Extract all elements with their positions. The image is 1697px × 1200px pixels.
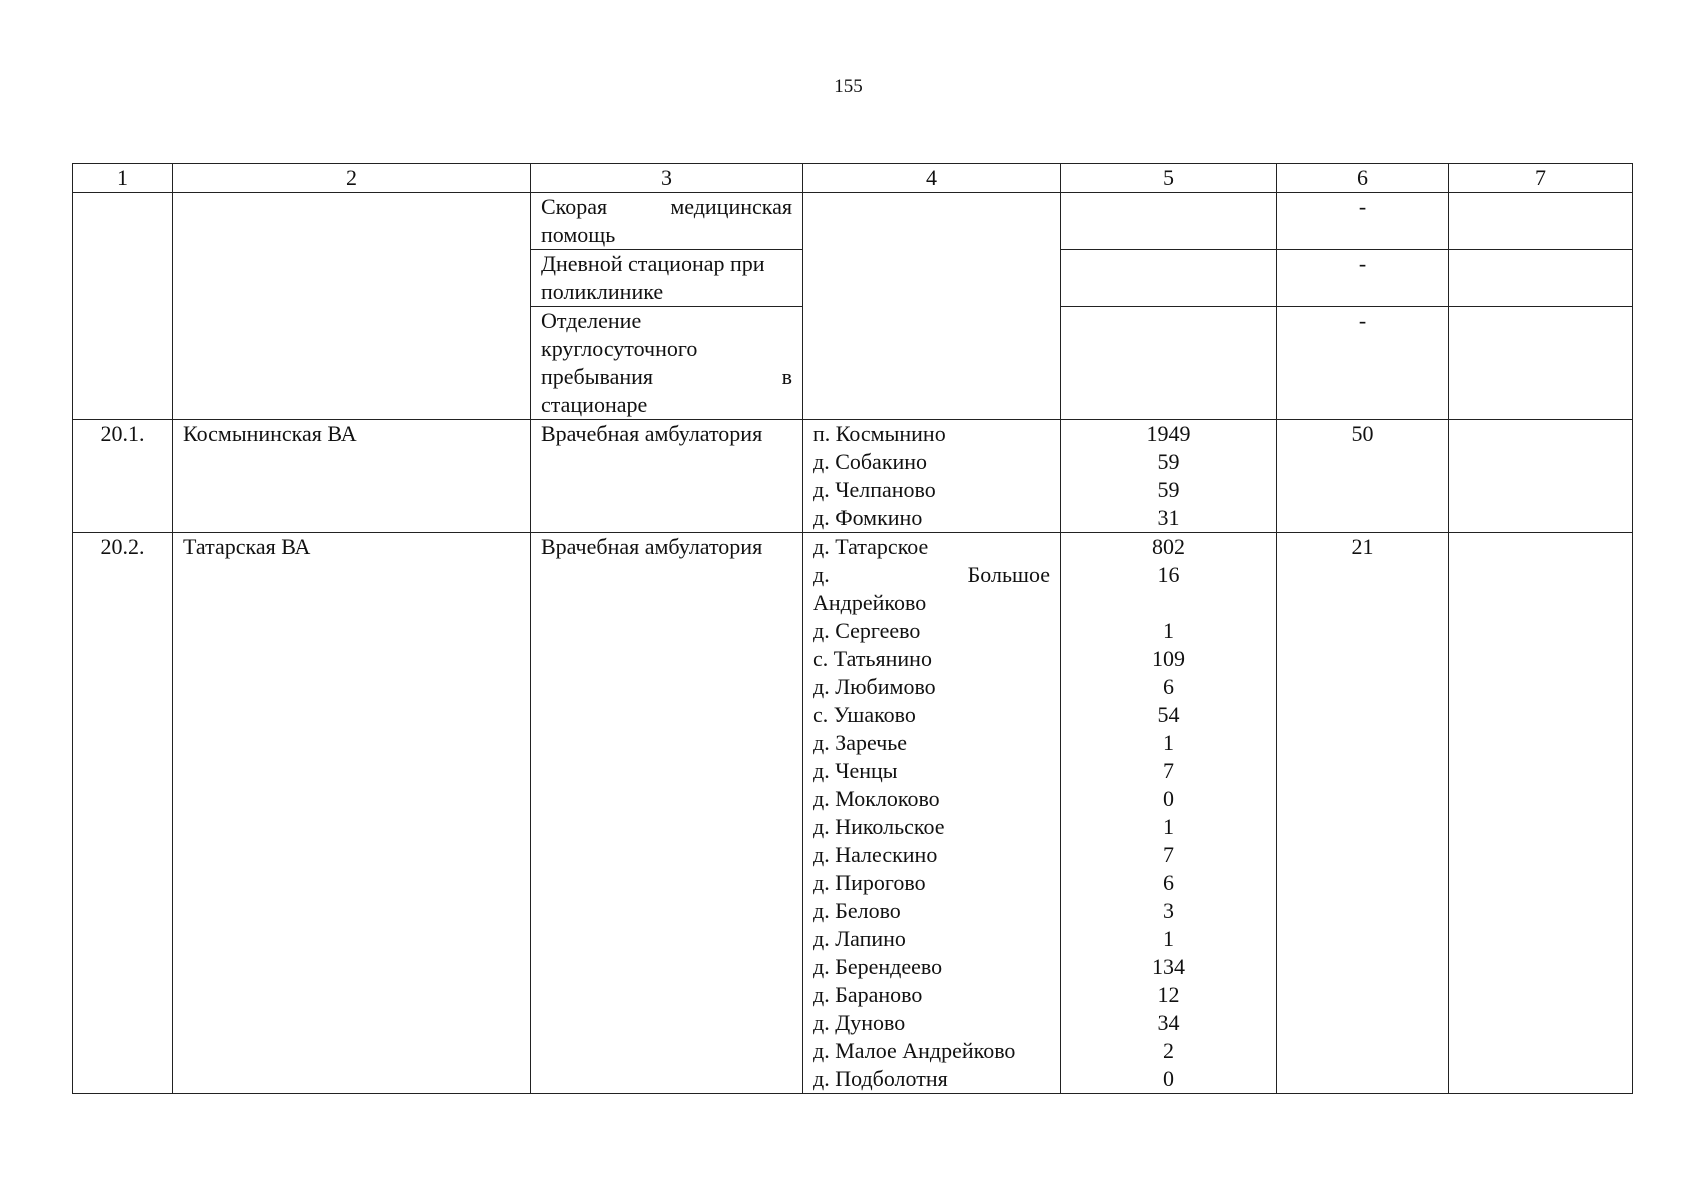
service-line: поликлинике	[541, 279, 664, 304]
service-line: стационаре	[541, 392, 648, 417]
place-name: д. Подболотня	[813, 1066, 948, 1091]
population-value: 6	[1163, 674, 1174, 699]
place-name: д. Собакино	[813, 449, 928, 474]
service-word: Скорая	[541, 194, 608, 219]
population-value: 59	[1157, 477, 1180, 502]
population-value: 59	[1157, 449, 1180, 474]
empty-cell	[173, 193, 531, 420]
place-name: п. Космынино	[813, 421, 946, 446]
population-value: 54	[1157, 702, 1180, 727]
column-header: 4	[803, 164, 1061, 193]
entry-row	[73, 533, 1633, 1094]
column-header: 7	[1449, 164, 1633, 193]
empty-cell	[1449, 533, 1633, 1094]
place-name: д. Татарское	[813, 534, 929, 559]
column-header: 3	[531, 164, 803, 193]
data-table	[72, 163, 1633, 1094]
place-name: д. Налескино	[813, 842, 938, 867]
population-value: 12	[1157, 982, 1180, 1007]
place-name: с. Татьянино	[813, 646, 932, 671]
col6-value: 50	[1277, 420, 1449, 533]
column-header: 1	[73, 164, 173, 193]
place-word: д.	[813, 562, 830, 587]
empty-cell	[803, 193, 1061, 420]
place-name: д. Фомкино	[813, 505, 923, 530]
place-name: д. Челпаново	[813, 477, 936, 502]
entry-name: Татарская ВА	[173, 533, 531, 1094]
population-value: 6	[1163, 870, 1174, 895]
empty-cell	[1061, 307, 1277, 420]
place-name: д. Берендеево	[813, 954, 943, 979]
population-value: 1	[1163, 814, 1174, 839]
population-value: 0	[1163, 1066, 1174, 1091]
place-name: д. Заречье	[813, 730, 908, 755]
place-name: д. Любимово	[813, 674, 936, 699]
place-name: д. Пирогово	[813, 870, 926, 895]
place-name: д. Ченцы	[813, 758, 898, 783]
service-line: Отделение	[541, 308, 642, 333]
dash-value: -	[1277, 307, 1449, 420]
dash-value: -	[1277, 193, 1449, 250]
place-name: д. Дуново	[813, 1010, 906, 1035]
entry-number: 20.2.	[73, 533, 173, 1094]
column-header: 6	[1277, 164, 1449, 193]
place-name: д. Никольское	[813, 814, 945, 839]
place-name: с. Ушаково	[813, 702, 916, 727]
population-value: 16	[1157, 562, 1180, 587]
place-name: д. Белово	[813, 898, 901, 923]
place-name: д. Малое Андрейково	[813, 1038, 1016, 1063]
service-line	[541, 363, 792, 391]
population-value: 134	[1152, 954, 1185, 979]
places-cell	[803, 420, 1061, 533]
entry-type: Врачебная амбулатория	[531, 420, 803, 533]
column-number-row	[73, 164, 1633, 193]
place-word: Большое	[967, 562, 1050, 587]
population-value: 3	[1163, 898, 1174, 923]
place-name: д. Сергеево	[813, 618, 921, 643]
column-header: 2	[173, 164, 531, 193]
service-word: медицинская	[670, 194, 792, 219]
service-line: круглосуточного	[541, 336, 698, 361]
empty-cell	[73, 193, 173, 420]
population-value: 7	[1163, 758, 1174, 783]
population-value: 1	[1163, 926, 1174, 951]
service-row	[73, 193, 1633, 250]
place-name: Андрейково	[813, 590, 927, 615]
service-line	[541, 193, 792, 221]
service-word: в	[781, 364, 792, 389]
empty-cell	[1449, 193, 1633, 250]
entry-number: 20.1.	[73, 420, 173, 533]
population-value: 0	[1163, 786, 1174, 811]
population-value: 1	[1163, 618, 1174, 643]
population-value: 34	[1157, 1010, 1180, 1035]
column-header: 5	[1061, 164, 1277, 193]
empty-cell	[1449, 307, 1633, 420]
population-cell	[1061, 420, 1277, 533]
empty-cell	[1061, 250, 1277, 307]
population-value: 109	[1152, 646, 1185, 671]
service-cell	[531, 307, 803, 420]
dash-value: -	[1277, 250, 1449, 307]
service-word: пребывания	[541, 364, 654, 389]
population-value: 7	[1163, 842, 1174, 867]
population-value: 2	[1163, 1038, 1174, 1063]
population-value: 31	[1157, 505, 1180, 530]
population-value: 1	[1163, 730, 1174, 755]
places-cell	[803, 533, 1061, 1094]
place-name: д. Моклоково	[813, 786, 940, 811]
entry-type: Врачебная амбулатория	[531, 533, 803, 1094]
place-name	[813, 561, 1050, 589]
population-value: 802	[1152, 534, 1185, 559]
place-name: д. Бараново	[813, 982, 923, 1007]
entry-row	[73, 420, 1633, 533]
service-line: помощь	[541, 222, 616, 247]
service-line: Дневной стационар при	[541, 251, 765, 276]
empty-cell	[1449, 420, 1633, 533]
place-name: д. Лапино	[813, 926, 906, 951]
service-cell	[531, 193, 803, 250]
service-cell	[531, 250, 803, 307]
col6-value: 21	[1277, 533, 1449, 1094]
empty-cell	[1061, 193, 1277, 250]
population-value: 1949	[1146, 421, 1191, 446]
entry-name: Космынинская ВА	[173, 420, 531, 533]
population-cell	[1061, 533, 1277, 1094]
page-number: 155	[834, 76, 863, 97]
empty-cell	[1449, 250, 1633, 307]
